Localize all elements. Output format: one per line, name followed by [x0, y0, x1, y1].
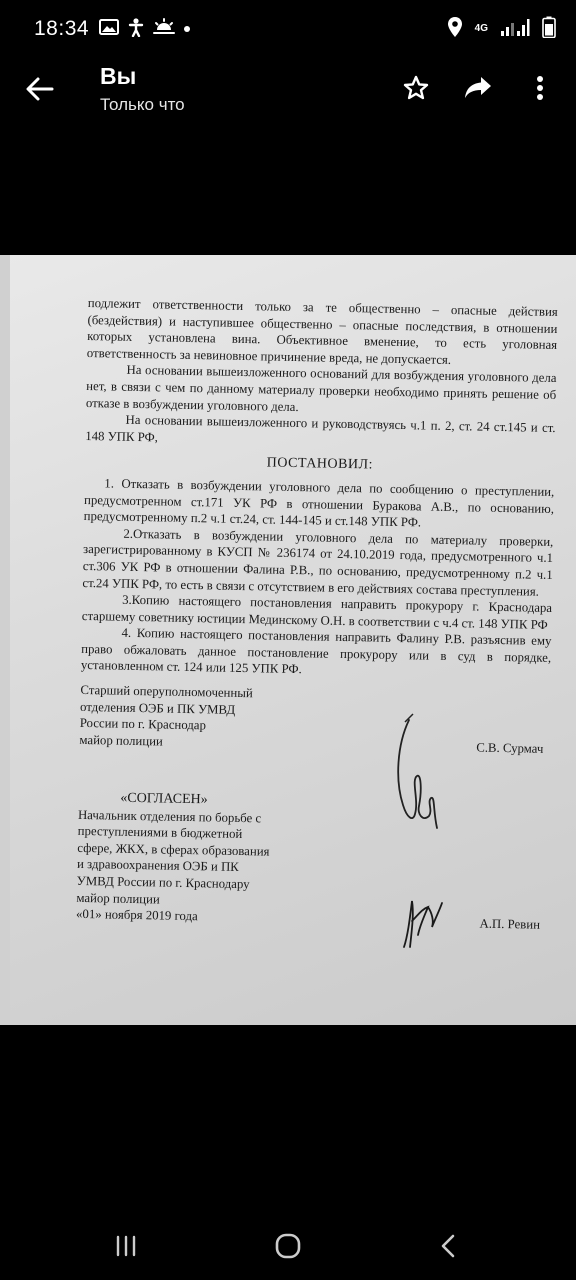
signer-line: отделения ОЭБ и ПК УМВД	[79, 699, 236, 717]
sender-name: Вы	[100, 63, 137, 89]
intro-paragraph-1: подлежит ответственности только за те общественно – опасные действия (бездействия) и наступившее общественно – опасные последствия, в отношении которых установлена вина. Объективное вменение, то есть уголовная ответственность за невиновное причинение вреда, не допускается.	[86, 295, 558, 367]
share-button[interactable]	[456, 70, 500, 106]
signer-block	[79, 682, 551, 777]
signer-position	[79, 682, 253, 752]
document-text	[76, 295, 558, 949]
signer-line: Старший оперуполномоченный	[80, 682, 253, 701]
status-time: 18:34	[34, 17, 90, 40]
status-left	[34, 17, 191, 42]
battery-icon	[542, 16, 556, 43]
status-right	[447, 16, 556, 43]
approval-title: «СОГЛАСЕН»	[120, 790, 208, 808]
sheet-edge	[0, 255, 10, 1025]
star-icon	[402, 74, 430, 102]
back-icon	[440, 1234, 456, 1258]
signature-1	[395, 710, 445, 835]
app-bar	[0, 58, 576, 128]
favorite-button[interactable]	[394, 70, 438, 106]
sent-time: Только что	[100, 95, 185, 114]
signer-name: С.В. Сурмач	[476, 740, 544, 756]
signature-2	[398, 895, 444, 953]
approval-block	[76, 790, 549, 949]
gallery-icon	[99, 18, 119, 41]
approval-line: Начальник отделения по борьбе с	[77, 807, 262, 826]
intro-paragraph-3: На основании вышеизложенного и руководствуясь ч.1 п. 2, ст. 24 ст.145 и ст. 148 УПК РФ,	[85, 412, 556, 445]
title-block	[100, 62, 185, 115]
signer-line: майор полиции	[79, 732, 163, 749]
resolution-item-3: 3.Копию настоящего постановления направить прокурору г. Краснодара старшему советнику юстиции Мединскому О.Н. в соответствии с ч.4 ст. 148 УПК РФ	[81, 592, 553, 632]
network-type: 4G	[474, 23, 488, 34]
back-arrow-icon	[26, 77, 54, 101]
location-icon	[447, 16, 463, 43]
intro-paragraph-2: На основании вышеизложенного оснований для возбуждения уголовного дела нет, в связи с чем по данному материалу проверки необходимо принять решение об отказе в возбуждении уголовного дела.	[85, 363, 557, 414]
approver-name: А.П. Ревин	[479, 916, 541, 932]
recent-apps-icon	[115, 1235, 137, 1257]
recent-apps-button[interactable]	[106, 1230, 146, 1262]
signer-line: России по г. Краснодар	[79, 716, 207, 733]
approval-line: преступлениями в бюджетной	[77, 824, 243, 842]
resolution-heading: ПОСТАНОВИЛ:	[266, 455, 374, 473]
approval-line: сфере, ЖКХ, в сферах образования	[77, 840, 270, 859]
more-button[interactable]	[518, 70, 562, 106]
home-button[interactable]	[268, 1230, 308, 1262]
status-bar	[0, 0, 576, 58]
resolution-item-4: 4. Копию настоящего постановления направить Фалину Р.В. разъяснив ему право обжаловать данное постановление прокурору или в суд в порядке, установленном ст. 124 или 125 УПК РФ.	[80, 625, 552, 677]
signal-icon	[500, 17, 530, 42]
approval-date: «01» ноября 2019 года	[75, 907, 198, 924]
weather-icon	[153, 18, 175, 41]
header-actions	[394, 70, 562, 106]
approval-line: УМВД России по г. Краснодару	[76, 873, 250, 892]
home-icon	[275, 1233, 301, 1259]
approval-line: и здравоохранения ОЭБ и ПК	[76, 857, 239, 875]
navigation-bar	[0, 1210, 576, 1280]
resolution-item-1: 1. Отказать в возбуждении уголовного дела по сообщению о преступлении, предусмотренном ст.171 УК РФ в отношении Буракова А.В., по основанию, предусмотренному п.2 ч.1 ст.24, ст. 144-145 и ст.148 УПК РФ.	[83, 476, 555, 530]
more-vert-icon	[536, 75, 544, 101]
back-button[interactable]	[20, 72, 60, 106]
share-icon	[463, 75, 493, 101]
notification-icons	[99, 17, 191, 42]
approval-line: майор полиции	[76, 890, 160, 907]
document-photo[interactable]	[0, 255, 576, 1025]
resolution-item-2: 2.Отказать в возбуждении уголовного дела по материалу проверки, зарегистрированному в КУСП № 236174 от 24.10.2019 года, предусмотренного ч.1 ст.306 УК РФ в отношении Фалина Р.В., по основанию, предусмотренному п.2 ч.1 ст.24 УПК РФ, то есть в связи с отсутствием в его действиях состава преступления.	[82, 526, 554, 599]
nav-back-button[interactable]	[428, 1230, 468, 1262]
dot-icon	[183, 20, 191, 38]
accessibility-icon	[127, 17, 145, 42]
